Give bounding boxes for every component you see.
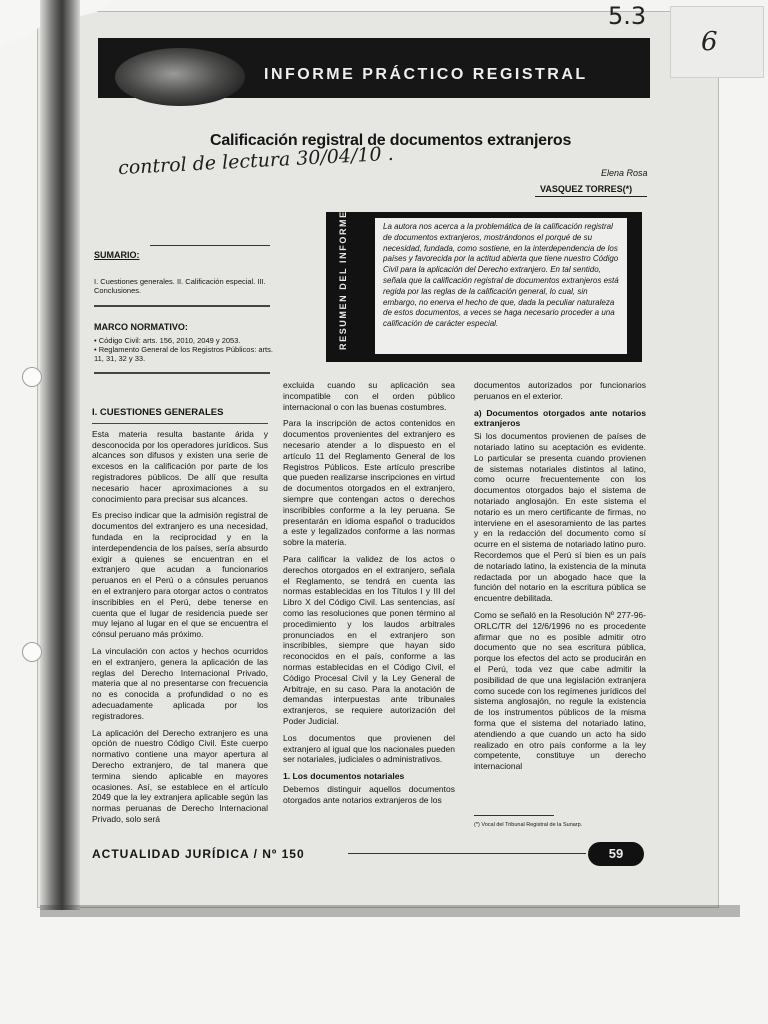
footnote: (*) Vocal del Tribunal Registral de la Sunarp. [474,822,583,828]
footnote-rule [474,815,554,816]
page-tag-6-box [670,6,764,78]
handwritten-note: control de lectura 30/04/10 . [117,142,395,180]
article-title: Calificación registral de documentos extranjeros [210,132,572,149]
punch-hole-bottom [22,642,42,662]
journal-name: ACTUALIDAD JURÍDICA [92,847,250,861]
paragraph: documentos autorizados por funcionarios peruanos en el exterior. [474,380,646,401]
column-3 [474,380,646,778]
paragraph: Como se señaló en la Resolución Nº 277-96-ORLC/TR del 12/6/1996 no es procedente afirmar que no es posible admitir otro documento que no sea escritura pública, porque los efectos del acto se producirán en el Perú, toda vez que cabe admitir la posibilidad de que una legislación extranjera como sucede con los regímenes jurídicos del sistema anglosajón, no regule la existencia de los instrumentos públicos de la misma forma que el sistema del notariado latino, atendiendo a que cuando un acto ha sido realizado en otro país conforme a la ley competente, constituye un derecho internacional [474,609,646,772]
paragraph: Es preciso indicar que la admisión registral de documentos del extranjero es una necesidad, fundada en la reciprocidad y en la interdependencia de los países, sería absurdo exigir a quienes se encuentran en el extranjero que acudan a funcionarios peruanos en el Perú o a cónsules peruanos en el extranjero para otorgar actos o contratos inscribibles en el Perú, debe tenerse en cuenta que el lugar de residencia puede ser muy lejano al lugar en el que se encuentra el cónsul peruano más próximo. [92,510,268,640]
author-rule [535,196,647,197]
page-tag-6: 6 [701,27,718,57]
journal-footer [92,847,305,861]
binding-spine [40,0,80,910]
page-shadow [40,905,740,917]
sumario-title: SUMARIO: [94,250,140,260]
footer-rule [348,853,586,854]
author-last-name: VASQUEZ TORRES(*) [540,184,633,194]
paragraph: La aplicación del Derecho extranjero es una opción de nuestro Código Civil. Este cuerpo normativo contiene una mayor apertura al Derecho extranjero, de tal manera que termina siendo aplicable en mayores ocasiones. Así, se establece en el artículo 2049 que la ley extranjera aplicable según las normas peruanas de Derecho Internacional Privado, solo será [92,727,268,824]
sumario-divider [150,245,270,264]
paragraph: Esta materia resulta bastante árida y desconocida por los operadores jurídicos. Sus alcances son difusos y existen una serie de excesos en la calificación por parte de los registradores públicos. De allí que resulta necesario hacer aproximaciones a su conocimiento para precisar sus alcances. [92,428,268,504]
divider-bar [94,372,270,374]
subsection-heading: 1. Los documentos notariales [283,771,405,782]
summary-label: RESUMEN DEL INFORME [338,210,348,350]
paragraph: Para calificar la validez de los actos o derechos otorgados en el extranjero, señala el Reglamento, se tendrá en cuenta las normas establecidas en los Títulos I y III del Libro X del Código Civil. Las sentencias, así como las resoluciones que ponen término al procedimiento y los laudos arbitrales pronunciados en el extranjero son inscribibles, siempre que hayan sido reconocidos en el país, conforme a las normas establecidas en el Código Civil, el Código Procesal Civil y la Ley General de Arbitraje, en su caso. Para la anotación de demandas interpuestas ante tribunales extranjeros, se requiere autorización del Poder Judicial. [283,553,455,726]
marco-item: • Reglamento General de los Registros Públicos: arts. 11, 31, 32 y 33. [94,345,273,363]
paragraph: Debemos distinguir aquellos documentos otorgados ante notarios extranjeros de los [283,783,455,805]
paragraph: La vinculación con actos y hechos ocurridos en el extranjero, genera la aplicación de las reglas del Derecho Internacional Privado, materia que al no presentarse con frecuencia no es conocida a profundidad o no es adecuadamente aplicada por los registradores. [92,645,268,721]
author-first-name: Elena Rosa [601,168,648,178]
column-2 [283,380,455,811]
section-heading: I. CUESTIONES GENERALES [92,407,224,418]
page-number: 59 [588,842,644,866]
paragraph: Si los documentos provienen de países de notariado latino su aceptación es evidente. Lo particular se presenta cuando provienen de sistemas notariales distintos al latino, como ocurre frecuentemente con los documentos otorgados bajo el sistema de notariado anglosajón. En este sistema el notario es un mero certificante de firmas, no interviene en el asesoramiento de las partes y en la redacción del documento como sí ocurre en el sistema de notariado latino puro. Recordemos que el Perú sí bien es un país de notariado latino, la existencia de la minuta redactada por un abogado hace que la función del notario en la escritura pública se encuentre debilitada. [474,431,646,604]
punch-hole-top [22,367,42,387]
divider-bar [94,305,270,307]
summary-text: La autora nos acerca a la problemática de la calificación registral de documentos extranjeros, mostrándonos el porqué de su necesidad, fundada, como sostiene, en la interdependencia de los países y favorecida por la actitud abierta que tiene nuestro Código Civil para la aplicación del Derecho extranjero. En tal sentido, señala que la calificación registral de documentos extranjeros está regida por las reglas de la calificación general, lo cual, sin embargo, no enerva el hecho de que, dada la peculiar naturaleza de estos documentos, a veces se haga necesario proceder a una calificación de carácter especial. [383,222,619,329]
marco-title: MARCO NORMATIVO: [94,322,188,332]
paragraph: excluida cuando su aplicación sea incompatible con el orden público internacional o con las buenas costumbres. [283,380,455,412]
sumario-text: I. Cuestiones generales. II. Calificación especial. III. Conclusiones. [94,277,266,295]
page-tag-53: 5.3 [608,2,647,30]
section-rule [92,423,268,424]
issue-number: / Nº 150 [253,847,305,861]
banner-title: INFORME PRÁCTICO REGISTRAL [264,66,588,83]
paragraph: Para la inscripción de actos contenidos en documentos provenientes del extranjero es necesario atender a lo dispuesto en el artículo 11 del Reglamento General de los Registros Públicos. Este artículo prescribe que pueden realizarse inscripciones en virtud de documentos otorgados en el extranjero, siempre que contengan actos o derechos inscribibles conforme a la ley peruana. Se presentarán en idioma español o traducidos a este y legalizados conforme a las normas sobre la materia. [283,418,455,548]
marco-list [94,336,276,363]
paragraph: Los documentos que provienen del extranjero al igual que los nacionales pueden ser notariales, judiciales o administrativos. [283,732,455,765]
banner-decoration [115,48,245,106]
subsection-heading: a) Documentos otorgados ante notarios extranjeros [474,407,646,429]
column-1 [92,408,268,831]
marco-item: • Código Civil: arts. 156, 2010, 2049 y 2053. [94,336,241,345]
